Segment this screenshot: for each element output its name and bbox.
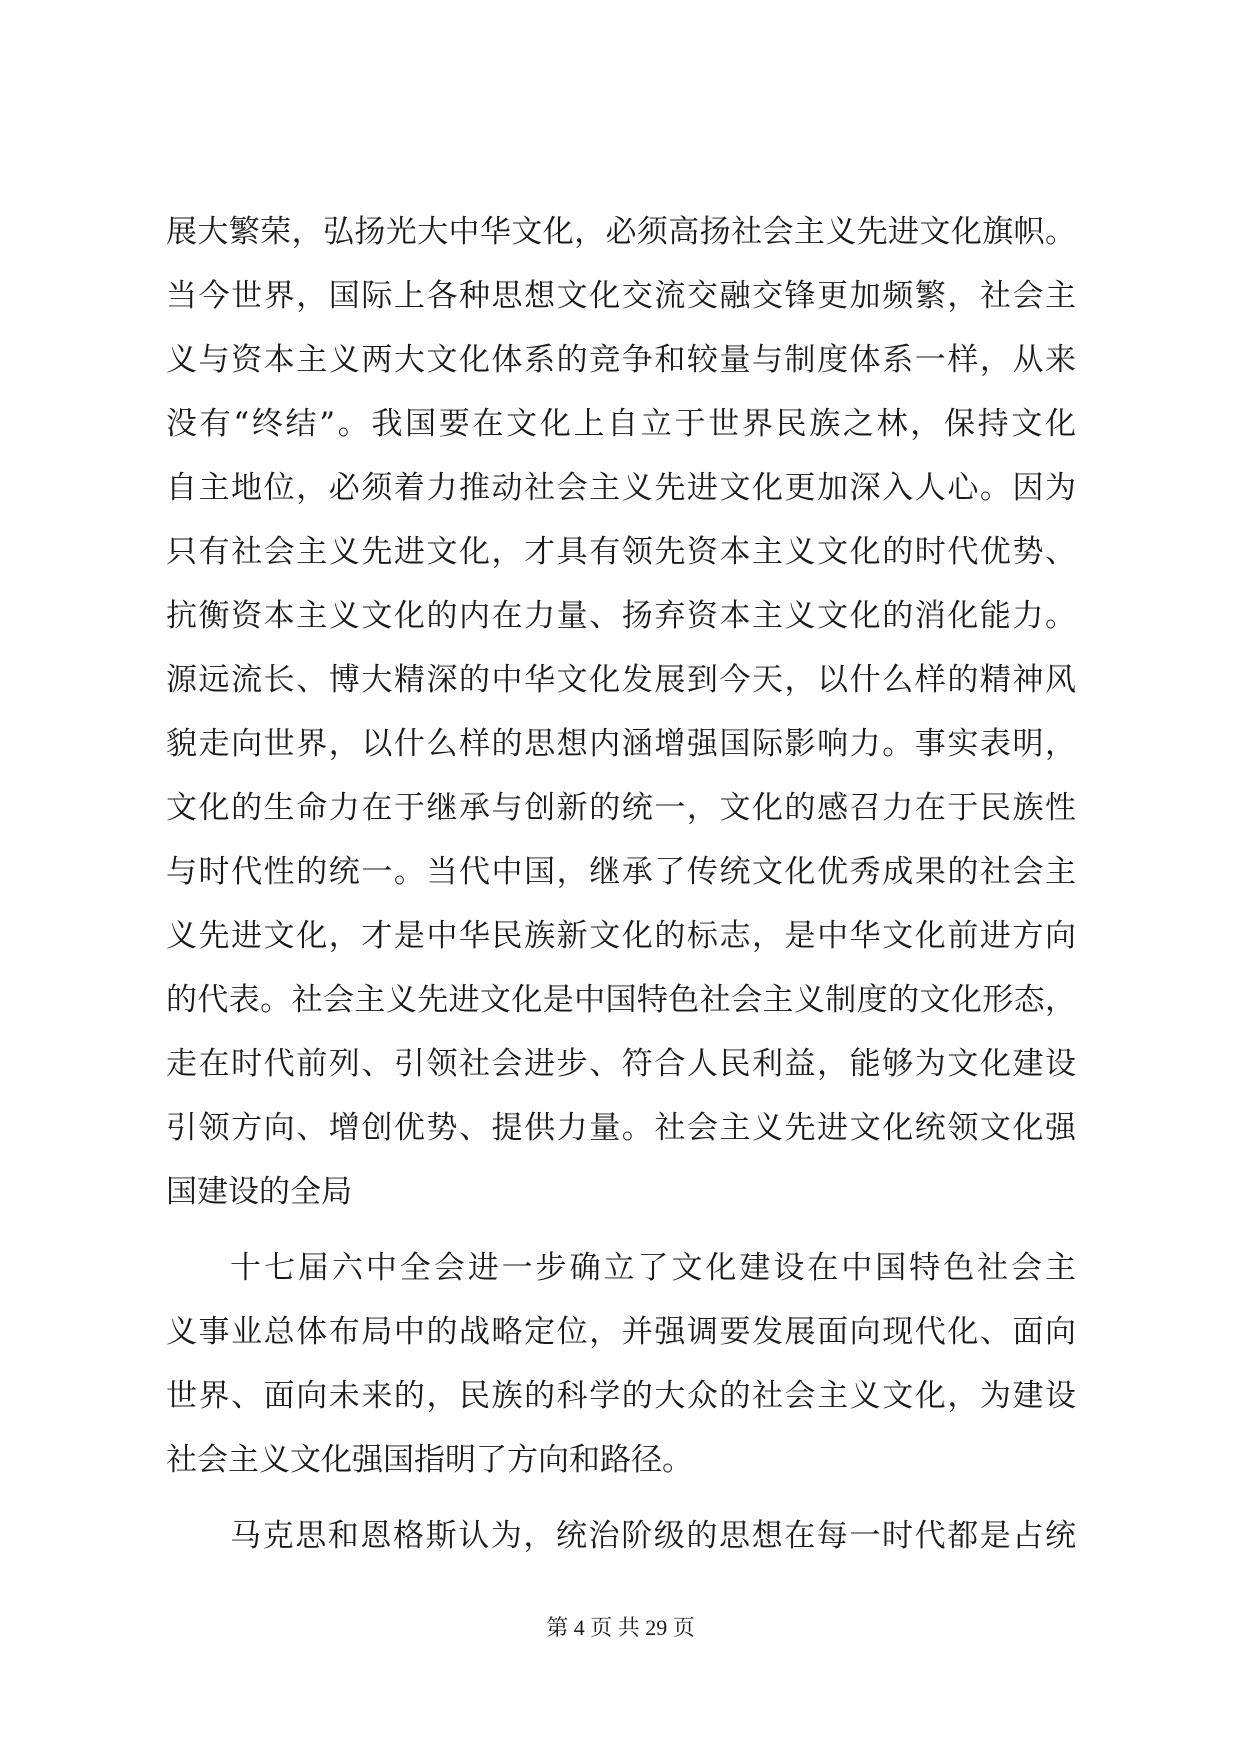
text-line: 义与资本主义两大文化体系的竞争和较量与制度体系一样，从来 [166,342,1076,378]
text-line: 貌走向世界，以什么样的思想内涵增强国际影响力。事实表明， [166,726,1076,762]
paragraph-gap [166,1224,1076,1236]
text-line: 世界、面向未来的，民族的科学的大众的社会主义文化，为建设 [166,1378,1076,1414]
text-line: 自主地位，必须着力推动社会主义先进文化更加深入人心。因为 [166,470,1076,506]
text-line: 引领方向、增创优势、提供力量。社会主义先进文化统领文化强 [166,1110,1076,1146]
text-line: 文化的生命力在于继承与创新的统一，文化的感召力在于民族性 [166,790,1076,826]
text-line: 当今世界，国际上各种思想文化交流交融交锋更加频繁，社会主 [166,278,1076,314]
text-line: 义事业总体布局中的战略定位，并强调要发展面向现代化、面向 [166,1314,1076,1350]
text-line: 展大繁荣，弘扬光大中华文化，必须高扬社会主义先进文化旗帜。 [166,214,1076,250]
text-line: 走在时代前列、引领社会进步、符合人民利益，能够为文化建设 [166,1046,1076,1082]
page-number-footer: 第 4 页 共 29 页 [546,1615,695,1640]
text-line: 国建设的全局 [166,1174,352,1210]
text-line: 没有“终结”。我国要在文化上自立于世界民族之林，保持文化 [166,406,1076,442]
text-line: 源远流长、博大精深的中华文化发展到今天，以什么样的精神风 [166,662,1076,698]
text-line: 抗衡资本主义文化的内在力量、扬弃资本主义文化的消化能力。 [166,598,1076,634]
text-line: 与时代性的统一。当代中国，继承了传统文化优秀成果的社会主 [166,854,1076,890]
text-line: 的代表。社会主义先进文化是中国特色社会主义制度的文化形态， [166,982,1076,1018]
text-line: 义先进文化，才是中华民族新文化的标志，是中华文化前进方向 [166,918,1076,954]
paragraph-gap [166,1492,1076,1504]
text-line: 十七届六中全会进一步确立了文化建设在中国特色社会主 [230,1250,1076,1286]
text-line: 只有社会主义先进文化，才具有领先资本主义文化的时代优势、 [166,534,1076,570]
body-text [166,200,1076,1568]
text-line: 马克思和恩格斯认为，统治阶级的思想在每一时代都是占统 [230,1518,1076,1554]
text-line: 社会主义文化强国指明了方向和路径。 [166,1442,693,1478]
